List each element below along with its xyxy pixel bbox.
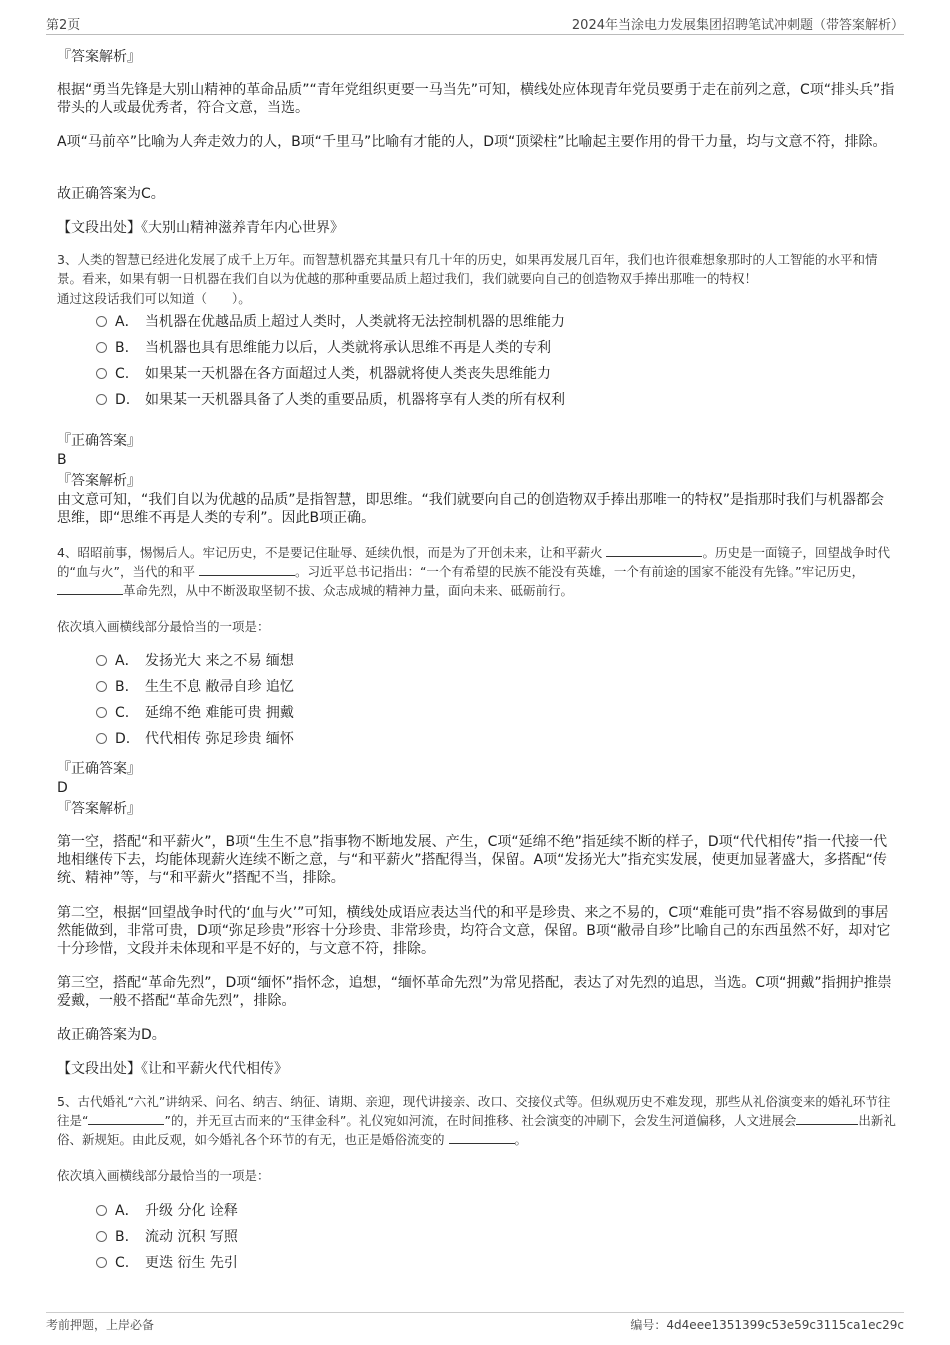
q5-prompt: 依次填入画横线部分最恰当的一项是： (57, 1168, 270, 1183)
radio-icon[interactable] (96, 707, 107, 718)
blank-2 (199, 563, 295, 576)
q2-conclusion: 故正确答案为C。 (57, 186, 165, 202)
q3-option-b[interactable] (96, 338, 551, 358)
q3-analysis-label: 『答案解析』 (57, 473, 141, 489)
q3-option-d[interactable] (96, 390, 565, 410)
q4-source: 【文段出处】《让和平薪火代代相传》 (57, 1061, 288, 1077)
q3-question: 通过这段话我们可以知道（ ）。 (57, 291, 251, 306)
q5-option-c[interactable] (96, 1253, 238, 1273)
option-text: 流动 沉积 写照 (145, 1229, 238, 1245)
option-letter: C. (115, 1255, 130, 1271)
q4-analysis-p1: 第一空，搭配“和平薪火”，B项“生生不息”指事物不断地发展、产生，C项“延绵不绝”指延续不断的样子，D项“代代相传”指一代接一代地相继传下去，均能体现薪火连续不断之意，与“和平薪火”搭配得当，保留。A项“发扬光大”指充实发展，使更加显著盛大，多搭配“传统、精神”等，与“和平薪火”搭配不当，排除。 (57, 834, 888, 886)
q3-analysis: 由文意可知，“我们自以为优越的品质”是指智慧，即思维。“我们就要向自己的创造物双手捧出那唯一的特权”是指那时我们与机器都会思维，即“思维不再是人类的专利”。因此B项正确。 (57, 492, 885, 526)
document-code (630, 1316, 904, 1333)
q4-stem: 4、昭昭前事，惕惕后人。牢记历史，不是要记住耻辱、延续仇恨，而是为了开创未来，让和平薪火 。历史是一面镜子，回望战争时代的“血与火”，当代的和平 。习近平总书记指出：“一个有希望的民族不能没有英雄，一个有前途的国家不能没有先锋。”牢记历史， 革命先烈，从中不断汲取坚韧不拔、众志成城的精神力量，面向未来、砥砺前行。 (57, 545, 890, 598)
radio-icon[interactable] (96, 655, 107, 666)
q4-prompt: 依次填入画横线部分最恰当的一项是： (57, 619, 270, 634)
q2-analysis-p1: 根据“勇当先锋是大别山精神的革命品质”“青年党组织更要一马当先”可知，横线处应体现青年党员要勇于走在前列之意，C项“排头兵”指带头的人或最优秀者，符合文意，当选。 (57, 82, 895, 116)
blank-1 (606, 544, 702, 557)
option-letter: B. (115, 679, 130, 695)
option-text: 如果某一天机器具备了人类的重要品质，机器将享有人类的所有权利 (145, 392, 565, 408)
option-letter: A． (115, 1203, 139, 1219)
radio-icon[interactable] (96, 342, 107, 353)
option-text: 如果某一天机器在各方面超过人类，机器就将使人类丧失思维能力 (145, 366, 551, 382)
radio-icon[interactable] (96, 316, 107, 327)
q4-analysis-p3: 第三空，搭配“革命先烈”，D项“缅怀”指怀念，追想，“缅怀革命先烈”为常见搭配，表达了对先烈的追思，当选。C项“拥戴”指拥护推崇爱戴，一般不搭配“革命先烈”，排除。 (57, 975, 892, 1009)
q4-analysis-label: 『答案解析』 (57, 801, 141, 817)
code-label: 编号： (630, 1318, 667, 1332)
blank-3 (449, 1131, 515, 1144)
option-letter: C. (115, 705, 130, 721)
option-letter: D. (115, 731, 131, 747)
page-footer (46, 1312, 904, 1335)
q4-option-d[interactable] (96, 729, 294, 749)
option-letter: A． (115, 314, 139, 330)
q4-option-b[interactable] (96, 677, 294, 697)
footer-slogan: 考前押题，上岸必备 (46, 1318, 155, 1332)
document-title: 2024年当涂电力发展集团招聘笔试冲刺题（带答案解析） (571, 18, 904, 33)
blank-2 (796, 1112, 858, 1125)
q3-option-a[interactable] (96, 312, 565, 332)
page-header (46, 14, 904, 35)
q2-source: 【文段出处】《大别山精神滋养青年内心世界》 (57, 220, 344, 236)
option-text: 发扬光大 来之不易 缅想 (145, 653, 294, 669)
option-text: 当机器也具有思维能力以后，人类就将承认思维不再是人类的专利 (145, 340, 551, 356)
radio-icon[interactable] (96, 1257, 107, 1268)
radio-icon[interactable] (96, 1231, 107, 1242)
q3-stem: 3、人类的智慧已经进化发展了成千上万年。而智慧机器充其量只有几十年的历史，如果再发展几百年，我们也许很难想象那时的人工智能的水平和情景。看来，如果有朝一日机器在我们自以为优越的那种重要品质上超过我们，我们就要向自己的创造物双手捧出那唯一的特权！ (57, 252, 878, 286)
q3-answer-label: 『正确答案』 (57, 433, 141, 449)
radio-icon[interactable] (96, 394, 107, 405)
blank-3 (57, 582, 123, 595)
q5-stem: 5、古代婚礼“六礼”讲纳采、问名、纳吉、纳征、请期、亲迎，现代讲接亲、改口、交接仪式等。但纵观历史不难发现，那些从礼俗演变来的婚礼环节往往是“ ”的，并无亘古而来的“玉律金科”。礼仪宛如河流，在时间推移、社会演变的冲刷下，会发生河道偏移，人文进展会 出新礼俗、新规矩。由此反观，如今婚礼各个环节的有无，也正是婚俗流变的 。 (57, 1094, 896, 1147)
q4-answer: D (57, 780, 68, 796)
q2-analysis-label: 『答案解析』 (57, 49, 141, 65)
q5-option-b[interactable] (96, 1227, 238, 1247)
q4-conclusion: 故正确答案为D。 (57, 1027, 166, 1043)
q3-answer: B (57, 452, 67, 468)
radio-icon[interactable] (96, 681, 107, 692)
option-text: 升级 分化 诠释 (145, 1203, 238, 1219)
radio-icon[interactable] (96, 368, 107, 379)
q4-option-a[interactable] (96, 651, 294, 671)
option-letter: B. (115, 340, 130, 356)
option-text: 延绵不绝 难能可贵 拥戴 (145, 705, 294, 721)
q4-analysis-p2: 第二空，根据“回望战争时代的‘血与火’”可知，横线处成语应表达当代的和平是珍贵、来之不易的，C项“难能可贵”指不容易做到的事居然能做到，非常可贵，D项“弥足珍贵”形容十分珍贵、非常珍贵，均符合文意，保留。B项“敝帚自珍”比喻自己的东西虽然不好，却对它十分珍惜，文段并未体现和平是不好的，与文意不符，排除。 (57, 905, 891, 957)
option-text: 代代相传 弥足珍贵 缅怀 (145, 731, 294, 747)
option-letter: B. (115, 1229, 130, 1245)
q4-option-c[interactable] (96, 703, 294, 723)
option-text: 生生不息 敝帚自珍 追忆 (145, 679, 294, 695)
page-number: 第2页 (46, 18, 81, 33)
option-text: 更迭 衍生 先引 (145, 1255, 238, 1271)
q4-answer-label: 『正确答案』 (57, 761, 141, 777)
blank-1 (88, 1112, 164, 1125)
q5-option-a[interactable] (96, 1201, 238, 1221)
q2-analysis-p2: A项“马前卒”比喻为人奔走效力的人，B项“千里马”比喻有才能的人，D项“顶梁柱”比喻起主要作用的骨干力量，均与文意不符，排除。 (57, 134, 887, 150)
option-letter: A． (115, 653, 139, 669)
code-value: 4d4eee1351399c53e59c3115ca1ec29c (666, 1318, 904, 1332)
radio-icon[interactable] (96, 1205, 107, 1216)
option-text: 当机器在优越品质上超过人类时，人类就将无法控制机器的思维能力 (145, 314, 565, 330)
option-letter: D. (115, 392, 131, 408)
q3-option-c[interactable] (96, 364, 551, 384)
radio-icon[interactable] (96, 733, 107, 744)
option-letter: C. (115, 366, 130, 382)
